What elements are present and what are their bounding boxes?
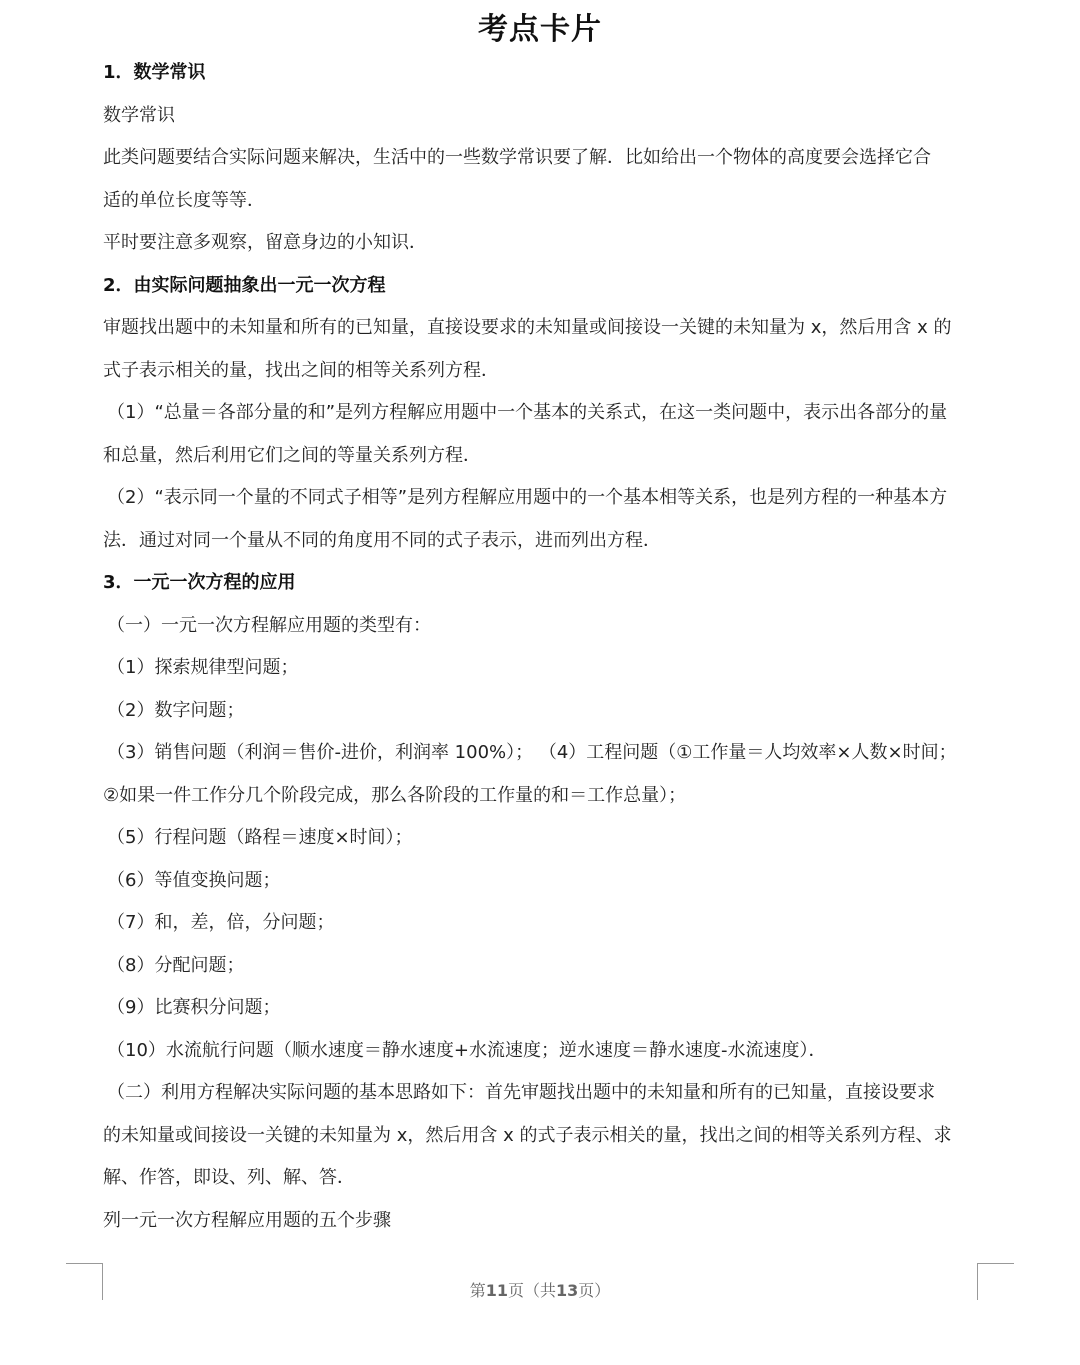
text-line: 法．通过对同一个量从不同的角度用不同的式子表示，进而列出方程． [103,529,661,551]
text-line: ②如果一件工作分几个阶段完成，那么各阶段的工作量的和＝工作总量）； [103,784,687,806]
section-heading: 3．一元一次方程的应用 [103,572,296,593]
footer-total-pages: 13 [556,1281,579,1300]
text-line: 此类问题要结合实际问题来解决，生活中的一些数学常识要了解．比如给出一个物体的高度要会选择它合 [103,147,931,168]
footer-prefix: 第 [469,1281,486,1300]
document-body [103,52,983,1242]
section-heading: 1．数学常识 [103,62,206,83]
text-line: 列一元一次方程解应用题的五个步骤 [103,1209,391,1231]
text-line: （7）和，差，倍，分问题； [107,912,335,933]
text-line: 的未知量或间接设一关键的未知量为 x，然后用含 x 的式子表示相关的量，找出之间的相等关系列方程、求 [103,1124,952,1146]
page-footer [0,1278,1080,1301]
footer-suffix: 页） [578,1281,611,1300]
text-line: （9）比赛积分问题； [107,997,281,1018]
section-heading: 2．由实际问题抽象出一元一次方程 [103,274,386,296]
text-line: 解、作答，即设、列、解、答． [103,1167,355,1188]
text-line: 平时要注意多观察，留意身边的小知识． [103,232,427,253]
text-line: （3）销售问题（利润＝售价-进价，利润率 100%）； （4）工程问题（①工作量＝人均效率×人数×时间； [107,742,957,763]
text-line: （2）“表示同一个量的不同式子相等”是列方程解应用题中的一个基本相等关系，也是列方程的一种基本方 [107,487,948,508]
text-line: （一）一元一次方程解应用题的类型有： [107,614,431,636]
text-line: 适的单位长度等等． [103,189,265,211]
footer-page-number: 11 [485,1281,508,1300]
text-line: 式子表示相关的量，找出之间的相等关系列方程． [103,359,499,381]
text-line: 和总量，然后利用它们之间的等量关系列方程． [103,444,481,466]
text-line: 数学常识 [103,104,175,126]
footer-middle: 页（共 [507,1281,556,1300]
text-line: （6）等值变换问题； [107,869,281,891]
text-line: （1）探索规律型问题； [107,657,299,678]
text-line: （10）水流航行问题（顺水速度＝静水速度+水流速度；逆水速度＝静水速度-水流速度）． [107,1039,827,1061]
text-line: （8）分配问题； [107,954,245,976]
text-line: （二）利用方程解决实际问题的基本思路如下：首先审题找出题中的未知量和所有的已知量，直接设要求 [107,1082,935,1103]
text-line: （2）数字问题； [107,699,245,721]
text-line: （1）“总量＝各部分量的和”是列方程解应用题中一个基本的关系式，在这一类问题中，表示出各部分的量 [107,402,948,423]
page-title: 考点卡片 [478,12,602,47]
text-line: （5）行程问题（路程＝速度×时间）； [107,827,413,848]
text-line: 审题找出题中的未知量和所有的已知量，直接设要求的未知量或间接设一关键的未知量为 x，然后用含 x 的 [103,317,952,338]
